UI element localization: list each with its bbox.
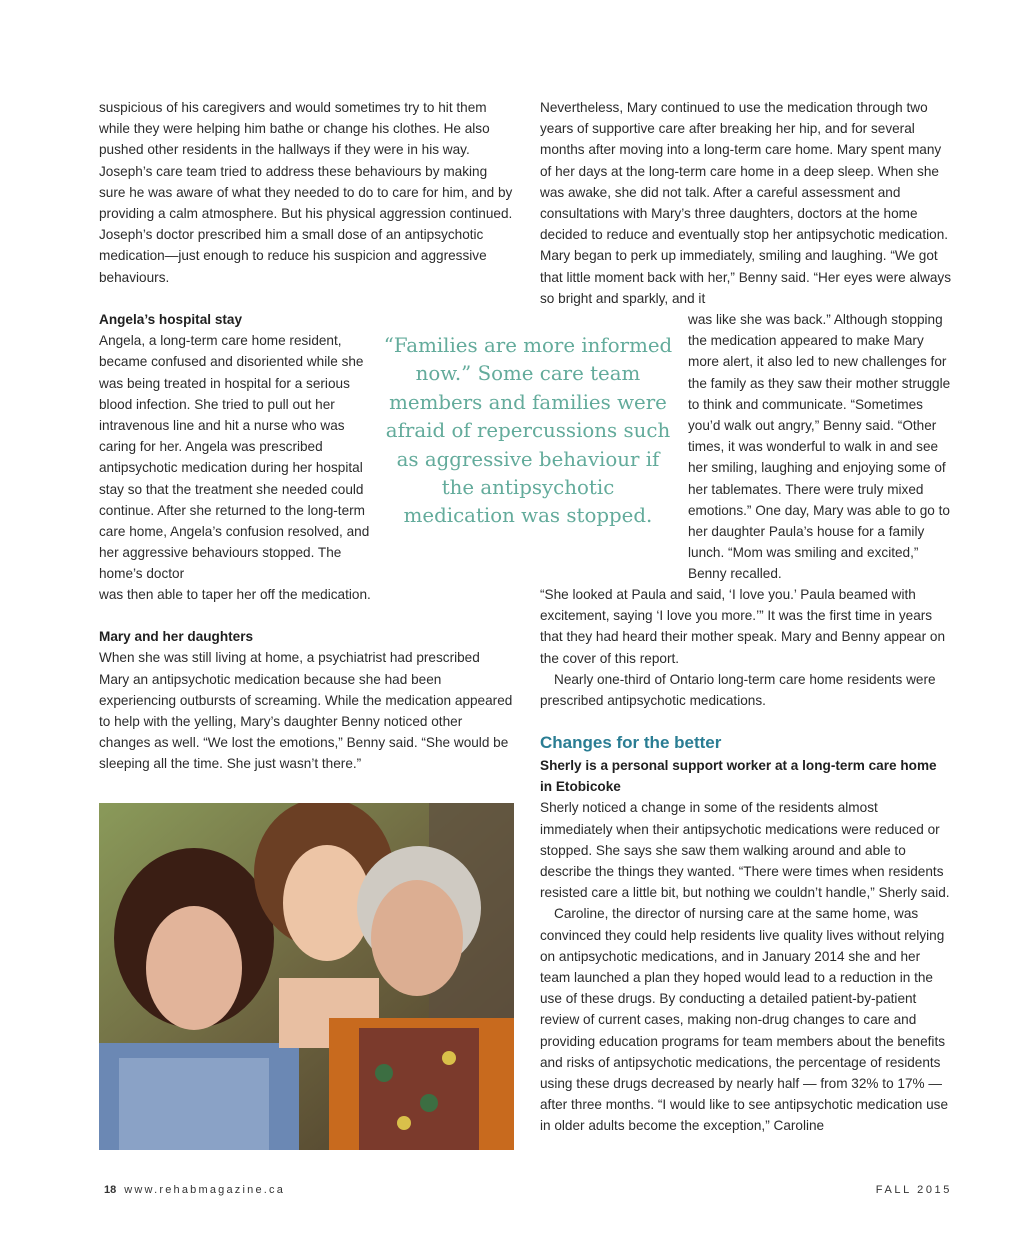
right-column-mid — [688, 309, 952, 585]
left-column-narrow — [99, 309, 371, 585]
right-column-top — [540, 97, 952, 309]
footer-left — [104, 1184, 285, 1196]
right-column-bottom — [540, 731, 952, 1137]
intro-paragraph: suspicious of his caregivers and would sometimes try to hit them while they were helping him bathe or change his clothes. He also pushed other residents in the hallways if they were in his way. Joseph’s care team tried to address these behaviours by making sure he was aware of what they needed to do to care for him, and by providing a calm atmosphere. But his physical aggression continued. Joseph’s doctor prescribed him a small dose of an antipsychotic medication—just enough to reduce his suspicion and aggressive behaviours. — [99, 100, 513, 285]
footer-issue: FALL 2015 — [875, 1184, 952, 1196]
left-column-full — [99, 584, 513, 775]
pull-quote: “Families are more informed now.” Some care team members and families were afraid of repercussions such as aggressive behaviour if the antipsychotic medication was stopped. — [383, 334, 673, 528]
sherly-heading: Sherly is a personal support worker at a long-term care home in Etobicoke — [540, 758, 937, 795]
left-column — [99, 97, 513, 309]
family-photo-illustration — [99, 803, 514, 1150]
section-title: Changes for the better — [540, 733, 722, 752]
sherly-paragraph: Sherly noticed a change in some of the residents almost immediately when their antipsychotic medications were reduced or stopped. She says she saw them walking around and able to describe the things they wanted. “There were times when residents resisted care a little bit, but nothing we couldn’t handle,” Sherly said. — [540, 800, 950, 901]
right-column-low — [540, 584, 952, 711]
angela-paragraph-end: was then able to taper her off the medication. — [99, 587, 371, 602]
page-number: 18 — [104, 1184, 117, 1196]
mary-heading: Mary and her daughters — [99, 629, 254, 645]
angela-heading: Angela’s hospital stay — [99, 312, 243, 327]
right-paragraph-top: Nevertheless, Mary continued to use the medication through two years of supportive care after breaking her hip, and for several months after moving into a long-term care home. Mary spent many of her days at the long-term care home in a deep sleep. When she was awake, she did not talk. After a careful assessment and consultations with Mary’s three daughters, doctors at the home decided to reduce and eventually stop her antipsychotic medication. Mary began to perk up immediately, smiling and laughing. “We got that little moment back with her,” Benny said. “Her eyes were always so bright and sparkly, and it — [540, 100, 952, 306]
right-paragraph-stat: Nearly one-third of Ontario long-term care home residents were prescribed antipsychotic medications. — [540, 671, 936, 709]
caroline-paragraph: Caroline, the director of nursing care at the same home, was convinced they could help residents live quality lives without relying on antipsychotic medications, and in January 2014 she and her team launched a plan they hoped would lead to a reduction in the use of these drugs. By conducting a detailed patient-by-patient review of current cases, making non-drug changes to care and providing education programs for team members about the benefits and risks of antipsychotic medications, the percentage of residents using these drugs decreased by nearly half — from 32% to 17% — after three months. “I would like to see antipsychotic medication use in older adults become the exception,” Caroline — [540, 906, 949, 1134]
mary-paragraph: When she was still living at home, a psychiatrist had prescribed Mary an antipsychotic medication because she had been experiencing outbursts of screaming. While the medication appeared to help with the yelling, Mary’s daughter Benny noticed other changes as well. “We lost the emotions,” Benny said. “She would be sleeping all the time. She just wasn’t there.” — [99, 650, 513, 772]
right-paragraph-low: “She looked at Paula and said, ‘I love you.’ Paula beamed with excitement, saying ‘I love you more.’” It was the first time in years that they had heard their mother speak. Mary and Benny appear on the cover of this report. — [540, 587, 946, 666]
family-photo — [99, 803, 514, 1150]
footer-url[interactable]: www.rehabmagazine.ca — [124, 1184, 286, 1196]
right-paragraph-mid: was like she was back.” Although stopping the medication appeared to make Mary more alert, it also led to new challenges for the family as they saw their mother struggle to think and communicate. “Sometimes you’d walk out angry,” Benny said. “Other times, it was wonderful to walk in and see her smiling, laughing and enjoying some of her tablemates. There were truly mixed emotions.” One day, Mary was able to go to her daughter Paula’s house for a family lunch. “Mom was smiling and excited,” Benny recalled. — [688, 312, 951, 582]
angela-paragraph: Angela, a long-term care home resident, became confused and disoriented while she was being treated in hospital for a serious blood infection. She tried to pull out her intravenous line and hit a nurse who was caring for her. Angela was prescribed antipsychotic medication during her hospital stay so that the treatment she needed could continue. After she returned to the long-term care home, Angela’s confusion resolved, and her aggressive behaviours stopped. The home’s doctor — [99, 333, 370, 582]
